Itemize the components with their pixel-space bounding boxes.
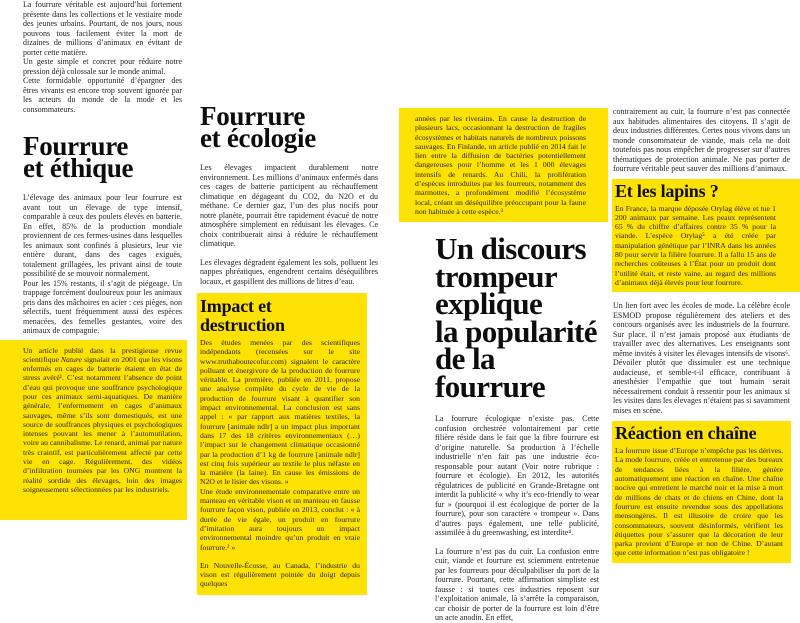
heading-discours-trompeur <box>435 231 608 404</box>
body-paragraph: Les élevages dégradent également les sols, polluent les nappes phréatiques, engendrent certains déséquilibres locaux, et gaspillent des millions de litres d’eau. <box>200 257 378 286</box>
heading-fourrure-ethique <box>23 131 182 183</box>
body-paragraph: Un lien fort avec les écoles de mode. La célèbre école ESMOD propose régulièrement des ateliers et des concours organisés avec les industriels de la fourrure. Sur place, il n’est jamais proposé aux étudiants de travailler avec des alternatives. Les enseignants sont même invités à visiter les élevages intensifs de visons⁶. Dévoiler plutôt que dissimuler est une technique audacieuse, et semble-t-il efficace, contribuant à anesthésier l’empathie que tout humain serait nécessairement conduit à ressentir pour les animaux si les visites dans les élevages n’étaient pas si savamment mises en scène. <box>613 301 790 415</box>
highlight-paragraph: années par les riverains. En cause la destruction de plusieurs lacs, occasionnant la destruction de fragiles écosystèmes et habitats naturels de nombreux poissons sauvages. En Finlande, un article publié en 2014 fait le lien entre la diffusion de bactéries potentiellement dangereuses pour l’homme et les 1 000 élevages intensifs de renards. Au Chili, la prolifération d’espèces introduites par les fourreurs, notamment des marmottes, a profondément modifié l’écosystème local, créant un déséquilibre préoccupant pour la faune non habituée à cette espèce.³ <box>415 114 586 216</box>
heading-line: la popularité <box>435 313 597 349</box>
col2-body <box>200 163 378 286</box>
highlight-text-pre: Un article publié dans la prestigieuse revue scientifique <box>23 345 182 364</box>
col1-intro <box>23 0 182 114</box>
intro-paragraph-1: La fourrure véritable est aujourd’hui fortement présente dans les collections et le vestiaire mode des jeunes urbains. Pourtant, de nos jours, nous pouvons tous facilement éviter la mort de dizaines de millions d’animaux en évitant de porter cette matière. <box>23 0 182 57</box>
journal-name-italic: Nature <box>60 354 82 364</box>
heading-line: explique <box>435 286 543 321</box>
body-paragraph: Pour les 15% restants, il s’agit de piégeage. Un trappage forcément douloureux pour les animaux pris dans des mâchoires en acier : ces pièges, non sélectifs, tuent fréquemment aussi des espèces menacées, des femelles gestantes, voire des animaux de compagnie. <box>23 278 182 335</box>
highlight-paragraph: En France, la marque déposée Orylag élève et tue 1 200 animaux par semaine. Les peaux représentent 65 % du chiffre d’affaires contre 35 % pour la viande. L’espèce Orylag⁵ a été créée par manipulation génétique par l’INRA dans les années 80 pour servir la filière fourrure. Il a fallu 15 ans de recherches coûteuses à l’État pour un produit dont l’utilité était, et reste vaine, au regard des millions d’animaux déjà élevés pour leur fourrure. <box>615 203 776 287</box>
column-1 <box>0 0 187 520</box>
heading-line: Un discours <box>435 231 587 266</box>
intro-paragraph-3: Cette formidable opportunité d’épargner des êtres vivants est encore trop souvent ignorée par les acteurs du monde de la mode et les consommateurs. <box>23 76 182 114</box>
col1-body <box>23 193 182 336</box>
body-paragraph: La fourrure écologique n’existe pas. Cette confusion orchestrée volontairement par cette filière réside dans le fait que la fibre fourrure est d’origine naturelle. Sa production à l’échelle industrielle n’en fait pas une industrie éco-responsable pour autant (Voir notre rubrique : fourrure et écologie). En 2012, les autorités régulatrices de publicité en Grande-Bretagne ont interdit la publicité « why it’s eco-friendly to wear fur » (pourquoi il est écologique de porter de la fourrure), pour son caractère « trompeur ». Dans d’autres pays également, une telle publicité, assimilée à du greenwashing, est interdite⁴. <box>435 414 599 537</box>
heading-line: et écologie <box>200 123 316 153</box>
heading-line: et éthique <box>23 153 134 183</box>
highlight-heading-lapins: Et les lapins ? <box>615 180 719 201</box>
highlight-text-post: signalait en 2001 que les visons enfermés en cages de batterie étaient en état de stress avéré¹. C’est notamment l’absence de point d’eau qui provoque une souffrance psychologique pour ces animaux semi-aquatiques. De manière générale, l’enfermement en cages d’animaux sauvages, même s’ils sont domestiqués, est une source de souffrances physiques et psychologiques intenses pouvant les mener à l’automutilation, voire au cannibalisme. Le renard, animal par nature très craintif, est particulièrement affecté par cette vie en cage. Régulièrement, des vidéos d’infiltration tournées par les ONG montrent la réalité sordide des élevages, loin des images soigneusement sélectionnées par les industriels. <box>23 354 182 494</box>
highlight-block-nature-study <box>0 340 187 520</box>
heading-fourrure-ecologie <box>200 101 378 153</box>
highlight-heading-impact: Impact et destruction <box>200 296 285 335</box>
column-4 <box>612 107 800 563</box>
heading-line: trompeur <box>435 258 558 294</box>
body-paragraph: Les élevages impactent durablement notre environnement. Les millions d’animaux enfermés dans ces cages de batterie participent au réchauffement climatique en dégageant du CO2, du N2O et du méthane. Ce dernier gaz, l’un des plus nocifs pour notre planète, pourrait être rapidement évacué de notre atmosphère simplement en réduisant les élevages. Ce choix contribuerait ainsi à réduire le réchauffement climatique. <box>200 163 378 248</box>
highlight-paragraph: La fourrure issue d’Europe n’empêche pas les dérives. La mode fourrure, créée et entretenue par des bureaux de tendances liées à la filière, génère automatiquement une réaction en chaîne. Une chaîne nocive qui entretient le marché noir et la mise à mort de millions de chats et de chiens en Chine, dont la fourrure est ensuite revendue sous des appellations mensongères. Il est illusoire de croire que les consommateurs, souvent désinformés, vérifient les étiquettes pour s’assurer que la décoration de leur parka provient d’Europe et non de Chine. D’autant que cette information n’est pas obligatoire ! <box>615 446 783 558</box>
heading-line: Fourrure <box>200 101 306 131</box>
intro-paragraph-2: Un geste simple et concret pour réduire notre pression déjà colossale sur le monde animal. <box>23 57 182 76</box>
highlight-heading-reaction: Réaction en chaîne <box>615 423 757 444</box>
body-paragraph: La fourrure n’est pas du cuir. La confusion entre cuir, viande et fourrure est sciemment entretenue par les fourreurs pour déculpabiliser du port de la fourrure. Pourtant, cette affirmation simpliste est fausse : si toutes ces industries reposent sur l’exploitation animale, là s’arrête la comparaison, car choisir de porter de la fourrure est loin d’être un acte anodin. En effet, <box>435 546 599 622</box>
heading-line: Fourrure <box>23 131 129 161</box>
highlight-block-ecosystems <box>399 108 608 222</box>
body-paragraph: contrairement au cuir, la fourrure n’est pas connectée aux habitudes alimentaires des citoyens. Il s’agit de deux industries différentes. Certes nous vivons dans un monde consommateur de viande, mais cela ne doit toutefois pas nous empêcher de progresser sur d’autres thématiques de protection animale. Ne pas porter de fourrure véritable peut sauver des millions d’animaux. <box>613 107 790 173</box>
column-2 <box>197 101 378 595</box>
highlight-block-lapins <box>612 179 800 293</box>
body-paragraph: L’élevage des animaux pour leur fourrure est avant tout un élevage de type intensif, comparable à ceux des poulets élevés en batterie. En effet, 85% de la production mondiale proviennent de ces fermes-usines dans lesquelles les animaux sont confinés à plusieurs, leur vie entière durant, dans des cages exiguës, totalement grillagées, les privant ainsi de toute possibilité de se mouvoir normalement. <box>23 193 182 278</box>
highlight-paragraph: En Nouvelle-Écosse, au Canada, l’industrie du vison est régulièrement pointée du doigt depuis quelques <box>200 560 360 589</box>
column-3 <box>399 108 608 623</box>
highlight-block-impact <box>197 293 367 595</box>
highlight-paragraph: Une étude environnementale comparative entre un manteau en véritable vison et un manteau en fausse fourrure façon vison, publiée en 2013, conclut : « à durée de vie égale, un produit en fourrure d’imitation aura toujours un impact environnemental moindre qu’un produit en vraie fourrure.² » <box>200 486 360 552</box>
highlight-paragraph: Des études menées par des scientifiques indépendants (recensées sur le site www.truthaboutecofur.com) signalent le caractère polluant et énergivore de la production de fourrure véritable. La première, publiée en 2011, propose une analyse complète du cycle de vie de la production de fourrure visant à quantifier son impact environnemental. La conclusion est sans appel : « par rapport aux matières textiles, la fourrure [animale ndlr] a un impact plus important dans 17 des 18 critères environnementaux (…) l’impact sur le changement climatique occasionné par la production d’1 kg de fourrure [animale ndlr] est cinq fois supérieur au textile le plus néfaste en la matière (la laine). En cause les émissions de N2O et le lisier des visons. » <box>200 338 360 487</box>
highlight-paragraph <box>23 346 182 495</box>
col3-body <box>435 414 599 623</box>
highlight-block-reaction <box>612 421 791 563</box>
heading-line: de la fourrure <box>435 341 545 404</box>
